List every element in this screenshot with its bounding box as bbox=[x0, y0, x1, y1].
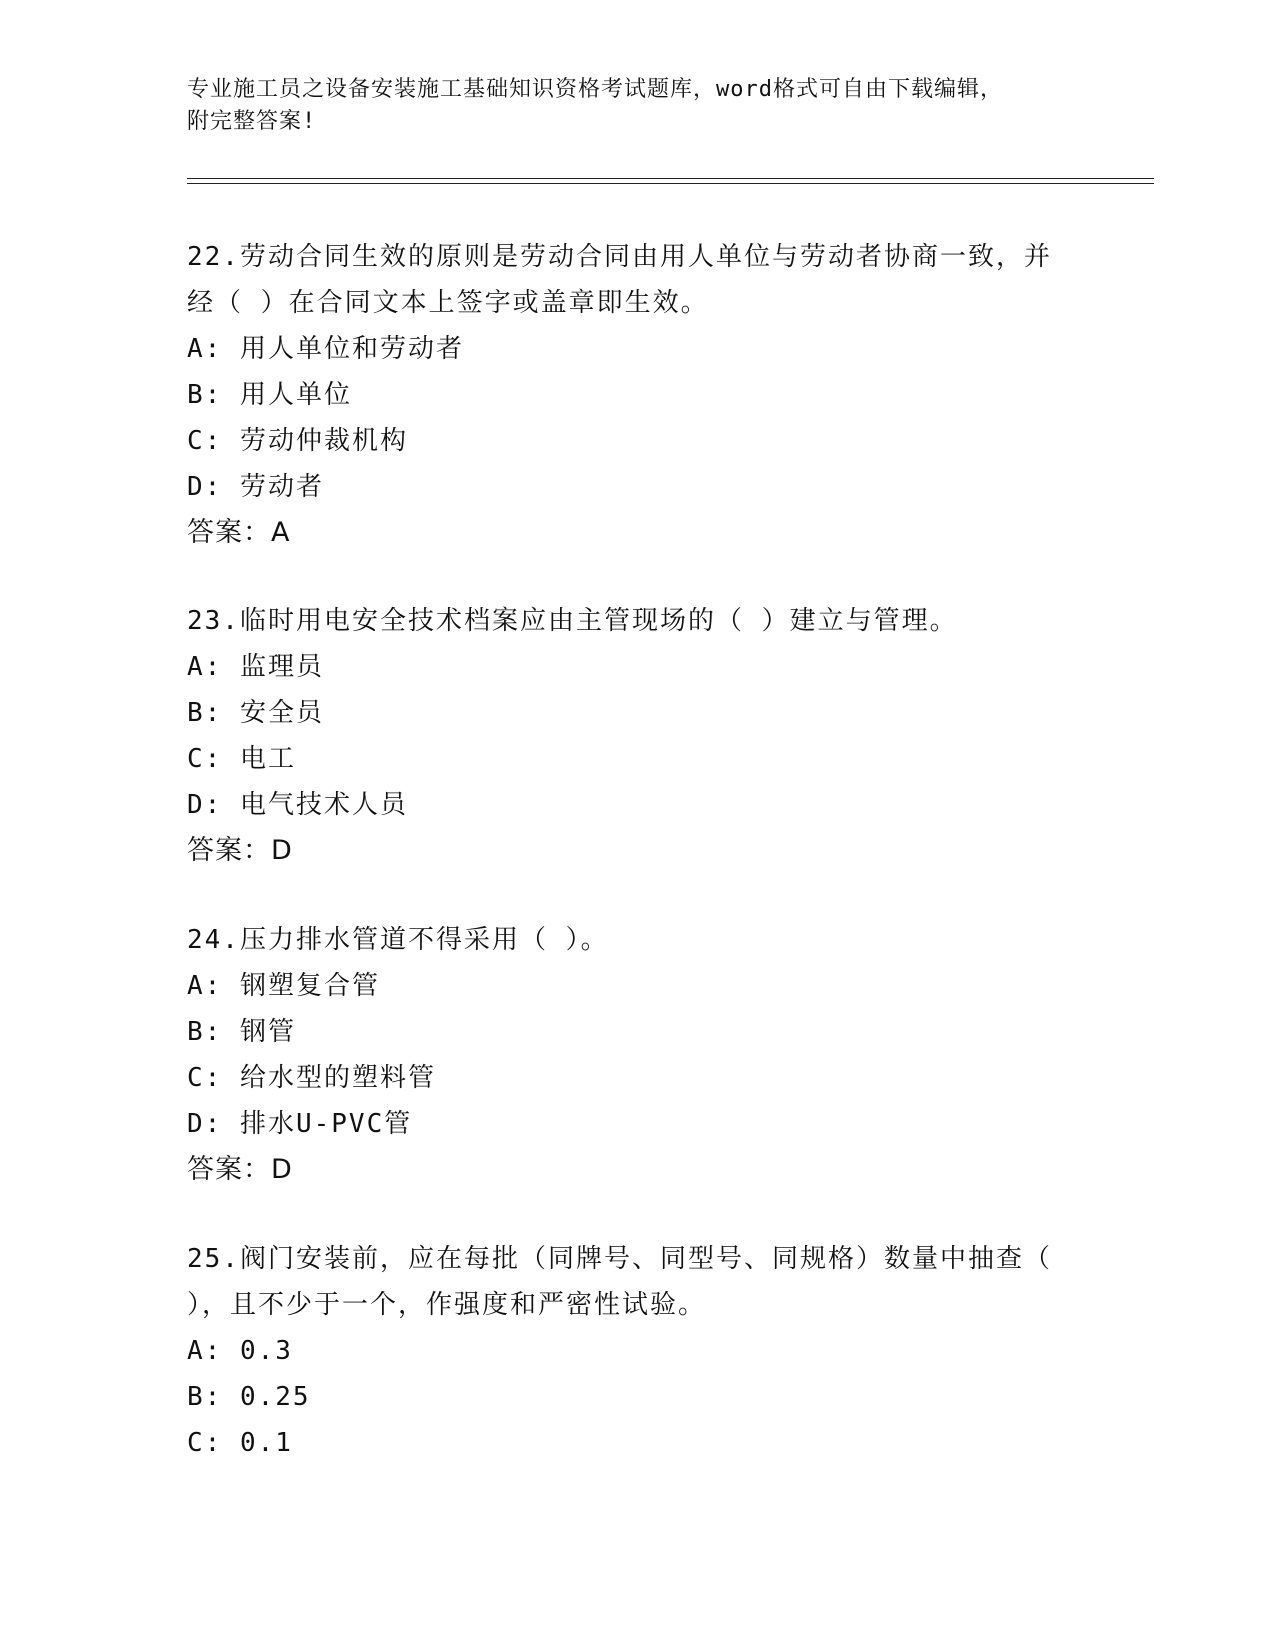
header-line-1: 专业施工员之设备安装施工基础知识资格考试题库，word格式可自由下载编辑， bbox=[187, 77, 1003, 102]
stem-line: 23.临时用电安全技术档案应由主管现场的（ ）建立与管理。 bbox=[187, 606, 958, 636]
option-a: A: 0.3 bbox=[187, 1336, 293, 1366]
header-divider-bottom bbox=[187, 183, 1154, 184]
answer-line: 答案：D bbox=[187, 1154, 293, 1185]
question-stem bbox=[187, 1236, 1087, 1328]
stem-line: 22.劳动合同生效的原则是劳动合同由用人单位与劳动者协商一致，并 bbox=[187, 242, 1052, 272]
question-24 bbox=[187, 917, 1087, 1193]
option-b: B: 用人单位 bbox=[187, 380, 352, 410]
document-header bbox=[187, 74, 1087, 138]
question-25 bbox=[187, 1236, 1087, 1466]
question-stem bbox=[187, 598, 1087, 644]
option-b: B: 钢管 bbox=[187, 1017, 296, 1047]
answer-line: 答案：D bbox=[187, 835, 293, 866]
stem-line: 经（ ）在合同文本上签字或盖章即生效。 bbox=[187, 288, 709, 318]
answer-line: 答案：A bbox=[187, 517, 291, 548]
option-b: B: 安全员 bbox=[187, 698, 324, 728]
stem-line: 25.阀门安装前，应在每批（同牌号、同型号、同规格）数量中抽查（ bbox=[187, 1244, 1052, 1274]
option-d: D: 电气技术人员 bbox=[187, 790, 408, 820]
question-stem bbox=[187, 234, 1087, 326]
option-b: B: 0.25 bbox=[187, 1382, 311, 1412]
option-c: C: 劳动仲裁机构 bbox=[187, 426, 408, 456]
stem-line: 24.压力排水管道不得采用（ ）。 bbox=[187, 925, 609, 955]
question-22 bbox=[187, 234, 1087, 556]
question-23 bbox=[187, 598, 1087, 874]
option-c: C: 0.1 bbox=[187, 1428, 293, 1458]
option-c: C: 电工 bbox=[187, 744, 296, 774]
header-line-2: 附完整答案! bbox=[187, 109, 317, 134]
option-a: A: 监理员 bbox=[187, 652, 324, 682]
option-d: D: 排水U-PVC管 bbox=[187, 1109, 413, 1139]
option-a: A: 钢塑复合管 bbox=[187, 971, 380, 1001]
option-c: C: 给水型的塑料管 bbox=[187, 1063, 436, 1093]
option-d: D: 劳动者 bbox=[187, 472, 324, 502]
stem-line: ），且不少于一个，作强度和严密性试验。 bbox=[187, 1290, 707, 1320]
question-stem bbox=[187, 917, 1087, 963]
option-a: A: 用人单位和劳动者 bbox=[187, 334, 464, 364]
header-divider-top bbox=[187, 178, 1154, 179]
